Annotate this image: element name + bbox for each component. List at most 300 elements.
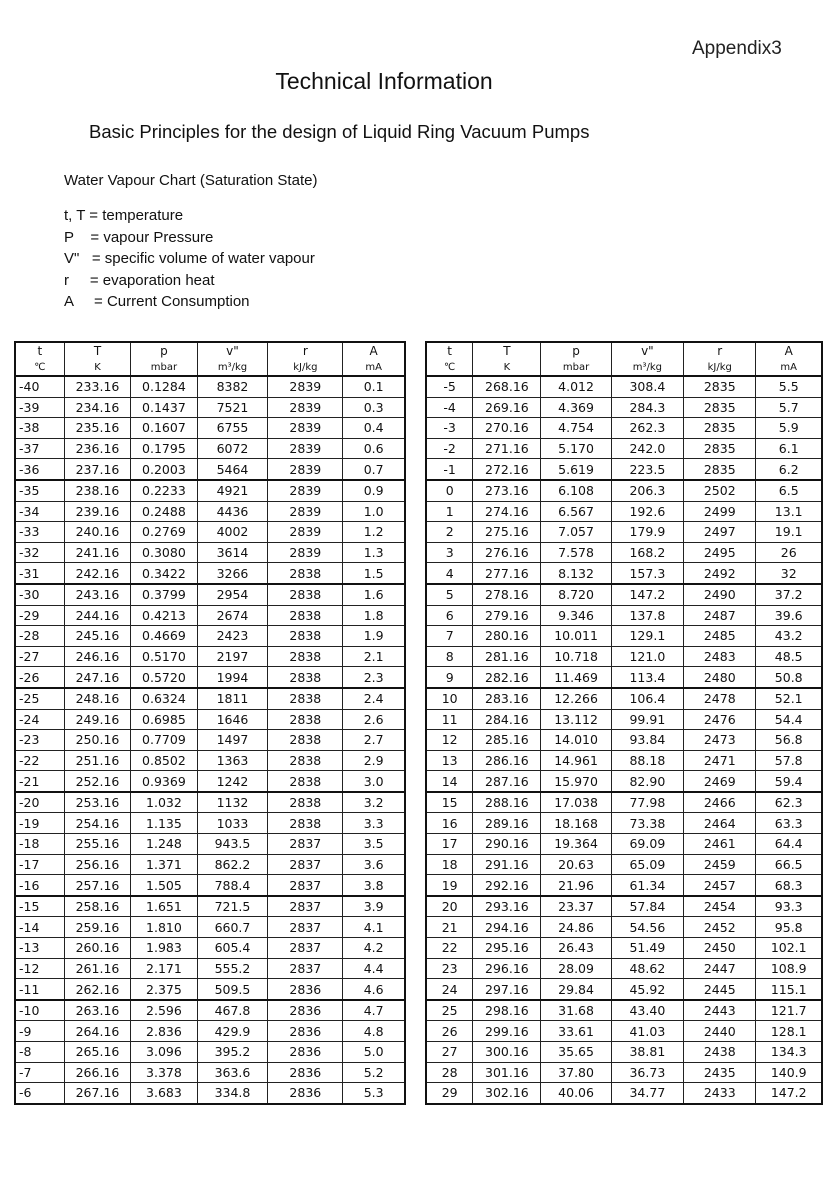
table-cell: 262.16 xyxy=(64,979,130,1000)
table-cell: 2433 xyxy=(684,1083,756,1104)
table-cell: -26 xyxy=(15,667,64,688)
table-cell: 2454 xyxy=(684,896,756,917)
table-row xyxy=(426,1021,822,1042)
table-cell: 6.2 xyxy=(756,459,822,480)
table-cell: 3.8 xyxy=(343,875,405,896)
table-cell: 41.03 xyxy=(611,1021,683,1042)
table-row xyxy=(15,646,405,667)
table-row xyxy=(15,1083,405,1104)
table-cell: 2490 xyxy=(684,584,756,605)
table-cell: 19 xyxy=(426,875,473,896)
table-cell: 93.84 xyxy=(611,730,683,751)
table-cell: 140.9 xyxy=(756,1062,822,1083)
table-cell: 249.16 xyxy=(64,709,130,730)
table-row xyxy=(15,563,405,584)
table-row xyxy=(15,834,405,855)
table-cell: 223.5 xyxy=(611,459,683,480)
table-cell: 272.16 xyxy=(473,459,541,480)
table-row xyxy=(426,605,822,626)
column-header: t xyxy=(15,342,64,359)
table-cell: 363.6 xyxy=(197,1062,268,1083)
table-cell: 19.364 xyxy=(541,834,611,855)
table-cell: 13 xyxy=(426,750,473,771)
table-cell: 1.8 xyxy=(343,605,405,626)
table-cell: -2 xyxy=(426,438,473,459)
table-cell: 134.3 xyxy=(756,1042,822,1063)
table-cell: 298.16 xyxy=(473,1000,541,1021)
table-cell: -4 xyxy=(426,397,473,418)
table-row xyxy=(426,709,822,730)
table-cell: 291.16 xyxy=(473,854,541,875)
column-header: p xyxy=(131,342,197,359)
legend-item: r = evaporation heat xyxy=(64,271,215,289)
table-cell: 73.38 xyxy=(611,813,683,834)
column-header: A xyxy=(756,342,822,359)
table-cell: 61.34 xyxy=(611,875,683,896)
table-cell: 284.16 xyxy=(473,709,541,730)
table-cell: 282.16 xyxy=(473,667,541,688)
table-cell: -3 xyxy=(426,418,473,439)
table-cell: -23 xyxy=(15,730,64,751)
table-cell: 288.16 xyxy=(473,792,541,813)
table-row xyxy=(15,626,405,647)
table-cell: 3614 xyxy=(197,542,268,563)
table-cell: 246.16 xyxy=(64,646,130,667)
table-cell: 2440 xyxy=(684,1021,756,1042)
table-cell: 128.1 xyxy=(756,1021,822,1042)
table-cell: -34 xyxy=(15,501,64,522)
table-cell: 54.4 xyxy=(756,709,822,730)
table-cell: 240.16 xyxy=(64,522,130,543)
table-cell: 248.16 xyxy=(64,688,130,709)
table-cell: 467.8 xyxy=(197,1000,268,1021)
table-cell: -16 xyxy=(15,875,64,896)
table-cell: 2835 xyxy=(684,376,756,397)
table-cell: 2836 xyxy=(268,1083,343,1104)
table-cell: 301.16 xyxy=(473,1062,541,1083)
table-cell: 115.1 xyxy=(756,979,822,1000)
table-cell: 2485 xyxy=(684,626,756,647)
table-cell: 10.718 xyxy=(541,646,611,667)
table-cell: 38.81 xyxy=(611,1042,683,1063)
table-cell: 286.16 xyxy=(473,750,541,771)
column-unit: mbar xyxy=(541,359,611,376)
page-subtitle: Basic Principles for the design of Liquid Ring Vacuum Pumps xyxy=(89,121,590,142)
table-cell: 2476 xyxy=(684,709,756,730)
table-cell: 2837 xyxy=(268,854,343,875)
table-cell: 275.16 xyxy=(473,522,541,543)
table-cell: 6072 xyxy=(197,438,268,459)
table-row xyxy=(426,938,822,959)
table-cell: 31.68 xyxy=(541,1000,611,1021)
table-cell: 429.9 xyxy=(197,1021,268,1042)
table-cell: 11.469 xyxy=(541,667,611,688)
table-cell: 289.16 xyxy=(473,813,541,834)
table-cell: 1.505 xyxy=(131,875,197,896)
header-row-units xyxy=(426,359,822,376)
table-cell: 2.3 xyxy=(343,667,405,688)
appendix-label: Appendix3 xyxy=(692,38,782,59)
table-cell: 1 xyxy=(426,501,473,522)
table-cell: 238.16 xyxy=(64,480,130,501)
table-cell: 19.1 xyxy=(756,522,822,543)
table-cell: 3 xyxy=(426,542,473,563)
header-row-units xyxy=(15,359,405,376)
table-cell: 20.63 xyxy=(541,854,611,875)
table-cell: 57.8 xyxy=(756,750,822,771)
table-cell: 2443 xyxy=(684,1000,756,1021)
table-cell: 52.1 xyxy=(756,688,822,709)
table-cell: 113.4 xyxy=(611,667,683,688)
table-cell: 93.3 xyxy=(756,896,822,917)
table-cell: 7.578 xyxy=(541,542,611,563)
table-cell: 2839 xyxy=(268,522,343,543)
table-cell: 2836 xyxy=(268,1021,343,1042)
table-cell: 247.16 xyxy=(64,667,130,688)
table-cell: 280.16 xyxy=(473,626,541,647)
table-cell: 1646 xyxy=(197,709,268,730)
table-cell: 721.5 xyxy=(197,896,268,917)
table-row xyxy=(426,667,822,688)
table-cell: 0.8502 xyxy=(131,750,197,771)
table-cell: 26 xyxy=(756,542,822,563)
table-cell: 2674 xyxy=(197,605,268,626)
table-cell: 274.16 xyxy=(473,501,541,522)
table-cell: 4.4 xyxy=(343,958,405,979)
table-row xyxy=(15,1062,405,1083)
table-row xyxy=(15,709,405,730)
table-cell: 268.16 xyxy=(473,376,541,397)
table-cell: 256.16 xyxy=(64,854,130,875)
table-row xyxy=(15,896,405,917)
table-cell: 0.3799 xyxy=(131,584,197,605)
table-cell: 121.7 xyxy=(756,1000,822,1021)
table-cell: 261.16 xyxy=(64,958,130,979)
table-cell: 29 xyxy=(426,1083,473,1104)
table-cell: 1994 xyxy=(197,667,268,688)
table-cell: 14 xyxy=(426,771,473,792)
table-cell: 0.6 xyxy=(343,438,405,459)
table-cell: 2473 xyxy=(684,730,756,751)
table-cell: 5.7 xyxy=(756,397,822,418)
table-cell: 2838 xyxy=(268,584,343,605)
table-cell: 2447 xyxy=(684,958,756,979)
table-cell: 300.16 xyxy=(473,1042,541,1063)
table-cell: 11 xyxy=(426,709,473,730)
column-header: p xyxy=(541,342,611,359)
table-cell: 283.16 xyxy=(473,688,541,709)
table-cell: 2459 xyxy=(684,854,756,875)
table-cell: 147.2 xyxy=(611,584,683,605)
table-cell: 2.171 xyxy=(131,958,197,979)
table-cell: 266.16 xyxy=(64,1062,130,1083)
table-cell: 1.651 xyxy=(131,896,197,917)
table-row xyxy=(426,397,822,418)
table-cell: -10 xyxy=(15,1000,64,1021)
column-header: r xyxy=(268,342,343,359)
table-cell: 2839 xyxy=(268,480,343,501)
table-cell: -40 xyxy=(15,376,64,397)
table-cell: 0.7709 xyxy=(131,730,197,751)
table-cell: 33.61 xyxy=(541,1021,611,1042)
table-cell: 0.1437 xyxy=(131,397,197,418)
table-row xyxy=(426,418,822,439)
table-cell: 21 xyxy=(426,917,473,938)
table-cell: 5.9 xyxy=(756,418,822,439)
table-row xyxy=(426,917,822,938)
table-cell: 82.90 xyxy=(611,771,683,792)
table-cell: 8 xyxy=(426,646,473,667)
legend-item: V" = specific volume of water vapour xyxy=(64,250,315,267)
table-cell: 4.369 xyxy=(541,397,611,418)
table-cell: 2839 xyxy=(268,418,343,439)
table-cell: 5.2 xyxy=(343,1062,405,1083)
table-cell: 0.2003 xyxy=(131,459,197,480)
column-unit: K xyxy=(64,359,130,376)
table-cell: -6 xyxy=(15,1083,64,1104)
table-cell: 2471 xyxy=(684,750,756,771)
table-cell: 1.810 xyxy=(131,917,197,938)
table-cell: 0.5720 xyxy=(131,667,197,688)
table-cell: 2.6 xyxy=(343,709,405,730)
table-cell: 234.16 xyxy=(64,397,130,418)
table-cell: -37 xyxy=(15,438,64,459)
table-cell: 555.2 xyxy=(197,958,268,979)
table-cell: 28.09 xyxy=(541,958,611,979)
table-cell: 271.16 xyxy=(473,438,541,459)
table-cell: 3.6 xyxy=(343,854,405,875)
table-row xyxy=(15,938,405,959)
table-cell: 3.5 xyxy=(343,834,405,855)
table-cell: 2480 xyxy=(684,667,756,688)
table-cell: 16 xyxy=(426,813,473,834)
header-row-symbols xyxy=(15,342,405,359)
table-cell: 3.2 xyxy=(343,792,405,813)
table-cell: -7 xyxy=(15,1062,64,1083)
table-cell: 0.3 xyxy=(343,397,405,418)
table-cell: 15.970 xyxy=(541,771,611,792)
table-cell: 0.4669 xyxy=(131,626,197,647)
table-cell: 2835 xyxy=(684,459,756,480)
table-cell: 5.619 xyxy=(541,459,611,480)
table-cell: 254.16 xyxy=(64,813,130,834)
table-row xyxy=(426,854,822,875)
table-cell: 26.43 xyxy=(541,938,611,959)
table-cell: 10 xyxy=(426,688,473,709)
table-cell: 7.057 xyxy=(541,522,611,543)
table-row xyxy=(426,522,822,543)
table-cell: 14.961 xyxy=(541,750,611,771)
table-cell: 56.8 xyxy=(756,730,822,751)
table-row xyxy=(426,646,822,667)
table-cell: 5.0 xyxy=(343,1042,405,1063)
table-cell: 6.108 xyxy=(541,480,611,501)
table-cell: -20 xyxy=(15,792,64,813)
table-cell: 5 xyxy=(426,584,473,605)
table-row xyxy=(15,459,405,480)
table-cell: 258.16 xyxy=(64,896,130,917)
table-cell: 263.16 xyxy=(64,1000,130,1021)
table-cell: 262.3 xyxy=(611,418,683,439)
table-cell: -14 xyxy=(15,917,64,938)
table-cell: 2838 xyxy=(268,750,343,771)
table-cell: 243.16 xyxy=(64,584,130,605)
table-row xyxy=(15,667,405,688)
table-cell: 296.16 xyxy=(473,958,541,979)
table-row xyxy=(426,480,822,501)
table-cell: 77.98 xyxy=(611,792,683,813)
table-cell: 0.9369 xyxy=(131,771,197,792)
table-cell: 88.18 xyxy=(611,750,683,771)
table-cell: 2464 xyxy=(684,813,756,834)
table-row xyxy=(426,792,822,813)
table-row xyxy=(426,813,822,834)
column-header: v" xyxy=(611,342,683,359)
table-cell: 297.16 xyxy=(473,979,541,1000)
table-cell: 1.135 xyxy=(131,813,197,834)
table-cell: 5.5 xyxy=(756,376,822,397)
table-cell: 295.16 xyxy=(473,938,541,959)
table-cell: -11 xyxy=(15,979,64,1000)
table-cell: 2497 xyxy=(684,522,756,543)
table-cell: 0.1284 xyxy=(131,376,197,397)
table-cell: 2197 xyxy=(197,646,268,667)
table-cell: 1033 xyxy=(197,813,268,834)
table-cell: 250.16 xyxy=(64,730,130,751)
column-header: r xyxy=(684,342,756,359)
table-cell: 69.09 xyxy=(611,834,683,855)
table-row xyxy=(426,626,822,647)
table-cell: -27 xyxy=(15,646,64,667)
table-cell: 121.0 xyxy=(611,646,683,667)
table-cell: -22 xyxy=(15,750,64,771)
table-cell: 48.5 xyxy=(756,646,822,667)
table-cell: 2452 xyxy=(684,917,756,938)
table-cell: 2438 xyxy=(684,1042,756,1063)
table-cell: 239.16 xyxy=(64,501,130,522)
table-cell: 25 xyxy=(426,1000,473,1021)
table-cell: 64.4 xyxy=(756,834,822,855)
table-row xyxy=(426,771,822,792)
table-cell: 2838 xyxy=(268,646,343,667)
table-cell: 0.6324 xyxy=(131,688,197,709)
table-cell: 862.2 xyxy=(197,854,268,875)
table-cell: 1242 xyxy=(197,771,268,792)
table-row xyxy=(426,459,822,480)
table-cell: 0.6985 xyxy=(131,709,197,730)
table-cell: 4.2 xyxy=(343,938,405,959)
table-cell: 168.2 xyxy=(611,542,683,563)
symbol-legend xyxy=(64,205,315,313)
table-row xyxy=(15,771,405,792)
table-cell: 26 xyxy=(426,1021,473,1042)
table-cell: 40.06 xyxy=(541,1083,611,1104)
table-cell: 1.371 xyxy=(131,854,197,875)
table-row xyxy=(15,584,405,605)
table-cell: 4436 xyxy=(197,501,268,522)
table-cell: 242.16 xyxy=(64,563,130,584)
table-cell: 236.16 xyxy=(64,438,130,459)
table-cell: 6.1 xyxy=(756,438,822,459)
table-cell: 0.2488 xyxy=(131,501,197,522)
table-cell: 2.375 xyxy=(131,979,197,1000)
table-cell: -17 xyxy=(15,854,64,875)
table-row xyxy=(15,438,405,459)
table-cell: 2838 xyxy=(268,667,343,688)
table-cell: -12 xyxy=(15,958,64,979)
table-cell: 2.596 xyxy=(131,1000,197,1021)
table-cell: 22 xyxy=(426,938,473,959)
table-cell: 24.86 xyxy=(541,917,611,938)
table-cell: 17 xyxy=(426,834,473,855)
table-cell: 37.80 xyxy=(541,1062,611,1083)
table-row xyxy=(426,688,822,709)
table-cell: 2435 xyxy=(684,1062,756,1083)
table-cell: 45.92 xyxy=(611,979,683,1000)
table-cell: 68.3 xyxy=(756,875,822,896)
table-cell: 251.16 xyxy=(64,750,130,771)
column-header: A xyxy=(343,342,405,359)
table-cell: 235.16 xyxy=(64,418,130,439)
table-cell: 108.9 xyxy=(756,958,822,979)
column-unit: mbar xyxy=(131,359,197,376)
table-cell: 2.836 xyxy=(131,1021,197,1042)
table-cell: 1.5 xyxy=(343,563,405,584)
table-cell: 0.2769 xyxy=(131,522,197,543)
table-cell: -8 xyxy=(15,1042,64,1063)
table-cell: 2469 xyxy=(684,771,756,792)
table-cell: -29 xyxy=(15,605,64,626)
page-title: Technical Information xyxy=(275,68,493,94)
table-cell: 2838 xyxy=(268,605,343,626)
table-cell: 0.9 xyxy=(343,480,405,501)
table-row xyxy=(15,376,405,397)
table-row xyxy=(15,917,405,938)
table-cell: 18.168 xyxy=(541,813,611,834)
table-cell: 302.16 xyxy=(473,1083,541,1104)
table-cell: 2.9 xyxy=(343,750,405,771)
table-cell: 260.16 xyxy=(64,938,130,959)
table-cell: 35.65 xyxy=(541,1042,611,1063)
table-cell: -28 xyxy=(15,626,64,647)
table-cell: 0.1795 xyxy=(131,438,197,459)
table-cell: 2837 xyxy=(268,938,343,959)
table-cell: 57.84 xyxy=(611,896,683,917)
table-cell: 43.2 xyxy=(756,626,822,647)
table-cell: 48.62 xyxy=(611,958,683,979)
table-cell: 0.1607 xyxy=(131,418,197,439)
table-cell: 2450 xyxy=(684,938,756,959)
table-cell: 2.1 xyxy=(343,646,405,667)
table-cell: 6755 xyxy=(197,418,268,439)
table-cell: 59.4 xyxy=(756,771,822,792)
table-row xyxy=(426,730,822,751)
table-row xyxy=(15,501,405,522)
table-cell: 0.1 xyxy=(343,376,405,397)
table-cell: 37.2 xyxy=(756,584,822,605)
table-cell: 17.038 xyxy=(541,792,611,813)
table-cell: 2492 xyxy=(684,563,756,584)
table-cell: -39 xyxy=(15,397,64,418)
table-cell: 2839 xyxy=(268,542,343,563)
header-row-symbols xyxy=(426,342,822,359)
table-cell: 292.16 xyxy=(473,875,541,896)
table-cell: 157.3 xyxy=(611,563,683,584)
table-cell: 267.16 xyxy=(64,1083,130,1104)
table-cell: 2835 xyxy=(684,397,756,418)
table-cell: 34.77 xyxy=(611,1083,683,1104)
table-row xyxy=(15,418,405,439)
